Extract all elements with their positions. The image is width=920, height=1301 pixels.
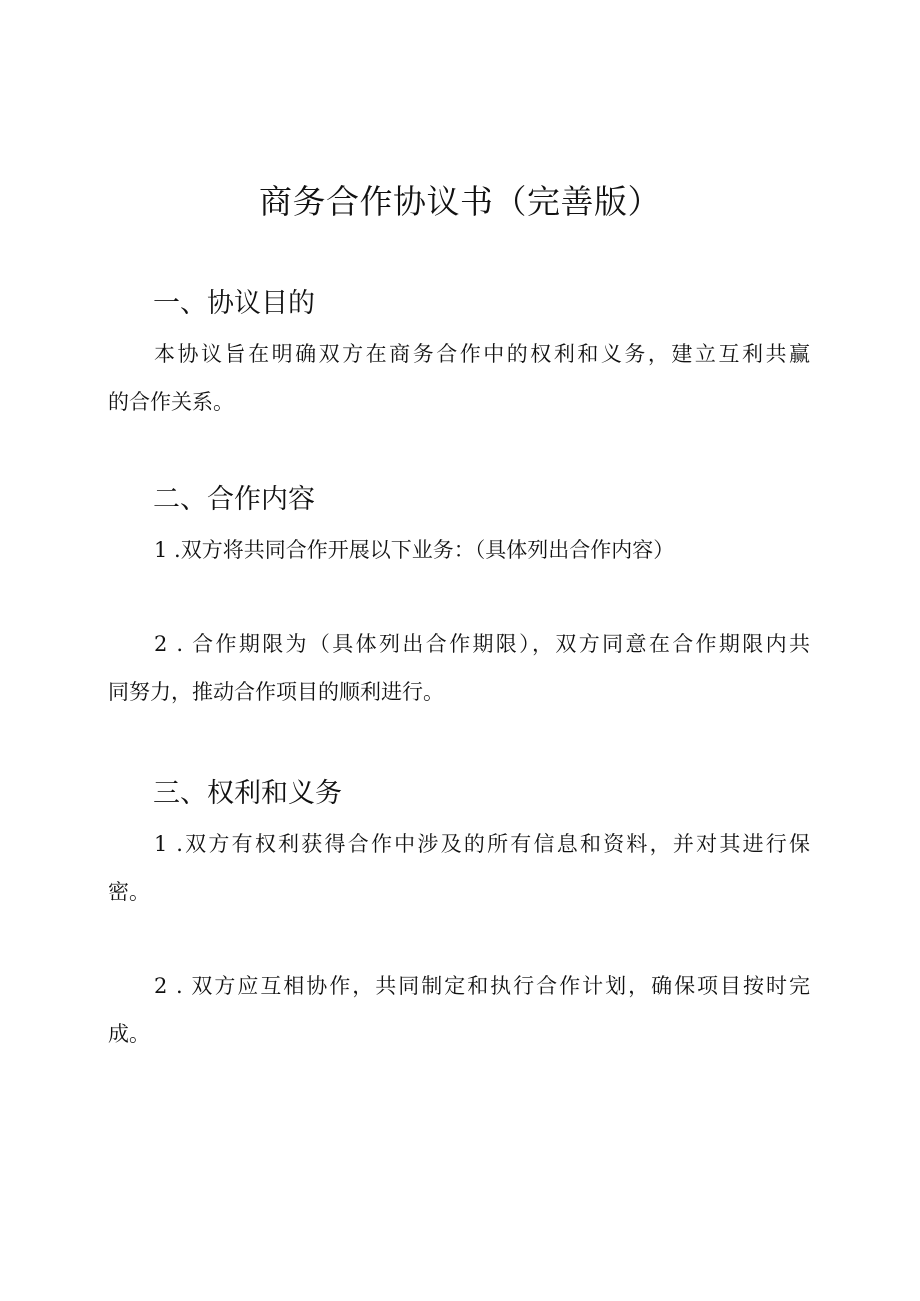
paragraph-content-1 (108, 526, 810, 574)
paragraph-line: 2 . 双方应互相协作，共同制定和执行合作计划，确保项目按时完 (154, 974, 810, 998)
paragraph-line: 的合作关系。 (108, 390, 234, 414)
section-heading-content: 二、合作内容 (153, 484, 315, 515)
paragraph-line: 成。 (108, 1022, 150, 1046)
paragraph-rights-2 (108, 962, 810, 1058)
paragraph-rights-1 (108, 820, 810, 916)
paragraph-purpose (108, 330, 810, 426)
paragraph-line: 本协议旨在明确双方在商务合作中的权利和义务，建立互利共赢 (154, 342, 810, 366)
section-heading-purpose: 一、协议目的 (153, 288, 315, 319)
section-heading-rights: 三、权利和义务 (153, 778, 342, 809)
paragraph-line: 同努力，推动合作项目的顺利进行。 (108, 680, 444, 704)
paragraph-line: 1 .双方有权利获得合作中涉及的所有信息和资料，并对其进行保 (154, 832, 810, 856)
paragraph-line: 2 . 合作期限为（具体列出合作期限），双方同意在合作期限内共 (154, 632, 810, 656)
paragraph-line: 1 .双方将共同合作开展以下业务：（具体列出合作内容） (154, 538, 675, 562)
document-title: 商务合作协议书（完善版） (259, 182, 661, 221)
paragraph-content-2 (108, 620, 810, 716)
paragraph-line: 密。 (108, 880, 150, 904)
